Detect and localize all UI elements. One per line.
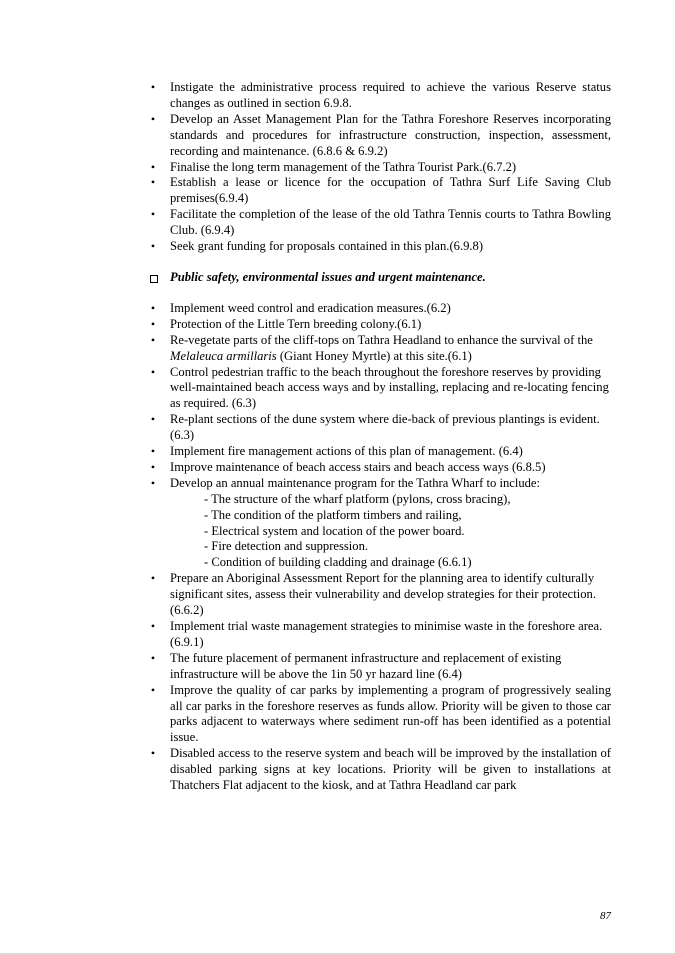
bullet-icon: •	[150, 80, 156, 94]
bullet-icon: •	[150, 746, 156, 761]
list-item: • Establish a lease or licence for the occupation of Tathra Surf Life Saving Club premises(6.9.4)	[148, 175, 611, 207]
list-item: • Disabled access to the reserve system and beach will be improved by the installation of disabled parking signs at key locations. Priority will be given to installations at Thatchers Flat adjacent to the kiosk, and at Tathra Headland car park	[148, 746, 611, 794]
page-number: 87	[600, 910, 611, 922]
list-item: • Implement weed control and eradication measures.(6.2)	[148, 301, 611, 317]
bullet-icon: •	[150, 316, 156, 331]
bullet-icon: •	[150, 111, 156, 126]
list-item: • Prepare an Aboriginal Assessment Report for the planning area to identify culturally significant sites, assess their vulnerability and develop strategies for their protection. (6.6.2)	[148, 571, 611, 619]
bullet-icon: •	[150, 650, 156, 665]
wharf-subitems	[170, 492, 611, 572]
list-item: • Implement trial waste management strategies to minimise waste in the foreshore area. (6.9.1)	[148, 619, 611, 651]
list-item: • Protection of the Little Tern breeding colony.(6.1)	[148, 317, 611, 333]
bullet-icon: •	[150, 332, 156, 347]
bullet-icon: •	[150, 412, 156, 427]
bullet-icon: •	[150, 475, 156, 490]
bullet-icon: •	[150, 207, 156, 222]
list-item: • Finalise the long term management of the Tathra Tourist Park.(6.7.2)	[148, 160, 611, 176]
sub-list-item: - The condition of the platform timbers and railing,	[204, 507, 462, 522]
list-item-wharf: • Develop an annual maintenance program for the Tathra Wharf to include: - The structure of the wharf platform (pylons, cross bracing), - The condition of the platform timbers and railing, - Electrical system and location of the power board. - Fire detection and suppression. - Condition of building cladding and drainage (6.6.1)	[148, 476, 611, 571]
bullet-icon: •	[150, 300, 156, 315]
checkbox-square-icon	[150, 275, 158, 283]
list-item: • Facilitate the completion of the lease of the old Tathra Tennis courts to Tathra Bowling Club. (6.9.4)	[148, 207, 611, 239]
bullet-icon: •	[150, 444, 156, 459]
bullet-icon: •	[150, 159, 156, 174]
list-item: • Re-vegetate parts of the cliff-tops on Tathra Headland to enhance the survival of the Melaleuca armillaris (Giant Honey Myrtle) at this site.(6.1)	[148, 333, 611, 365]
actions-list-administrative	[148, 80, 611, 255]
sub-list-item: - The structure of the wharf platform (pylons, cross bracing),	[204, 491, 511, 506]
list-item: • Control pedestrian traffic to the beach throughout the foreshore reserves by providing well-maintained beach access ways and by installing, replacing and re-locating fencing as required. (6.3)	[148, 365, 611, 413]
list-item: • The future placement of permanent infrastructure and replacement of existing infrastructure will be above the 1in 50 yr hazard line (6.4)	[148, 651, 611, 683]
bullet-icon: •	[150, 364, 156, 379]
sub-list-item: - Electrical system and location of the power board.	[204, 523, 465, 538]
page-content	[148, 80, 611, 794]
list-item: • Re-plant sections of the dune system where die-back of previous plantings is evident.(6.3)	[148, 412, 611, 444]
list-item: • Instigate the administrative process required to achieve the various Reserve status changes as outlined in section 6.9.8.	[148, 80, 611, 112]
bullet-icon: •	[150, 682, 156, 697]
bullet-icon: •	[150, 459, 156, 474]
bullet-icon: •	[150, 175, 156, 190]
list-item: • Improve the quality of car parks by implementing a program of progressively sealing all car parks in the foreshore reserves as funds allow. Priority will be given to those car parks adjacent to waterways where sediment run-off has been identified as a potential issue.	[148, 683, 611, 747]
section-heading: Public safety, environmental issues and urgent maintenance.	[148, 270, 611, 286]
bullet-icon: •	[150, 571, 156, 586]
bullet-icon: •	[150, 619, 156, 633]
list-item: • Implement fire management actions of this plan of management. (6.4)	[148, 444, 611, 460]
sub-list-item: - Fire detection and suppression.	[204, 539, 369, 554]
bullet-icon: •	[150, 239, 156, 254]
list-item: • Develop an Asset Management Plan for the Tathra Foreshore Reserves incorporating standards and procedures for infrastructure construction, inspection, assessment, recording and maintenance. (6.8.6 & 6.9.2)	[148, 112, 611, 160]
species-name: Melaleuca armillaris	[170, 348, 277, 363]
list-item: • Seek grant funding for proposals contained in this plan.(6.9.8)	[148, 239, 611, 255]
actions-list-safety	[148, 301, 611, 794]
sub-list-item: - Condition of building cladding and drainage (6.6.1)	[204, 555, 472, 570]
list-item: • Improve maintenance of beach access stairs and beach access ways (6.8.5)	[148, 460, 611, 476]
